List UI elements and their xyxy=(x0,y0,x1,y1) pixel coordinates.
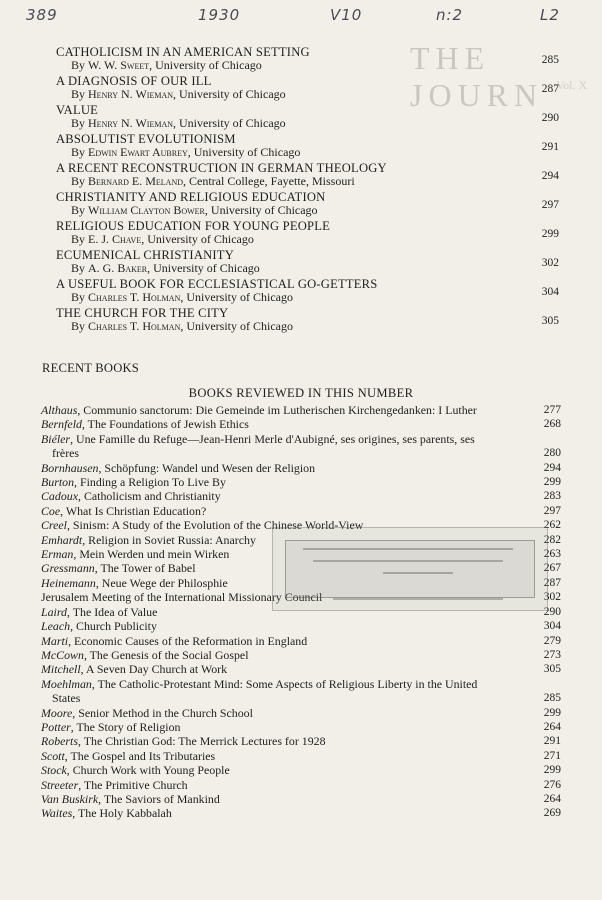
review-author: Bornhausen xyxy=(41,460,99,475)
page-number: 299 xyxy=(543,706,561,719)
review-entry xyxy=(41,417,561,431)
page-number: 285 xyxy=(543,692,561,705)
bleed-through-title: THE JOURN xyxy=(410,40,544,113)
article-title: CHRISTIANITY AND RELIGIOUS EDUCATION xyxy=(56,190,326,204)
review-title: , The Tower of Babel xyxy=(94,561,196,576)
article-title: A RECENT RECONSTRUCTION IN GERMAN THEOLOGY xyxy=(56,161,387,175)
review-author: Althaus xyxy=(41,403,78,417)
review-title: , Senior Method in the Church School xyxy=(72,705,253,720)
byline-prefix: By xyxy=(71,319,86,333)
review-entry xyxy=(41,763,561,777)
byline-prefix: By xyxy=(71,87,86,101)
page-number: 304 xyxy=(541,286,559,298)
page-number: 294 xyxy=(541,170,559,182)
review-entry xyxy=(41,662,561,676)
review-title: , The Foundations of Jewish Ethics xyxy=(81,417,249,432)
author-affiliation: , University of Chicago xyxy=(141,232,254,246)
review-author: Creel xyxy=(41,518,67,533)
author-name: William Clayton Bower xyxy=(88,203,205,217)
page-number: 305 xyxy=(543,663,561,676)
article-byline xyxy=(56,320,546,333)
review-title: , The Gospel and Its Tributaries xyxy=(64,748,216,763)
article-byline xyxy=(56,117,546,130)
stamp-text-line xyxy=(303,548,513,550)
review-entry xyxy=(41,634,561,648)
review-title: , Church Work with Young People xyxy=(66,763,230,778)
author-affiliation: , University of Chicago xyxy=(204,203,318,217)
author-affiliation: , University of Chicago xyxy=(149,58,262,72)
review-title: , The Idea of Value xyxy=(67,604,158,619)
page-number: 276 xyxy=(543,778,561,791)
review-entry xyxy=(41,489,561,503)
page-number: 291 xyxy=(541,141,559,153)
page-number: 268 xyxy=(543,418,561,431)
review-title: , What Is Christian Education? xyxy=(60,503,207,518)
review-title: , The Holy Kabbalah xyxy=(72,806,172,821)
author-affiliation: , Central College, Fayette, Missouri xyxy=(183,174,355,188)
review-title: , Neue Wege der Philosphie xyxy=(95,575,228,590)
article-title: RELIGIOUS EDUCATION FOR YOUNG PEOPLE xyxy=(56,219,330,233)
page-number: 297 xyxy=(543,504,561,517)
page-number: 290 xyxy=(541,112,559,124)
review-author: Scott xyxy=(41,748,65,763)
review-author: Coe xyxy=(41,503,61,518)
page-number: 287 xyxy=(543,576,561,589)
review-author: Marti xyxy=(41,633,69,648)
review-title: , Mein Werden und mein Wirken xyxy=(73,547,230,562)
page-number: 264 xyxy=(543,792,561,805)
byline-prefix: By xyxy=(71,290,86,304)
author-name: A. G. Baker xyxy=(88,261,148,275)
article-title: A USEFUL BOOK FOR ECCLESIASTICAL GO-GETTERS xyxy=(56,277,378,291)
review-author: Biéler xyxy=(41,431,71,446)
review-title: , The Saviors of Mankind xyxy=(98,791,220,806)
page-number: 279 xyxy=(543,634,561,647)
review-entry xyxy=(41,504,561,518)
article-title: A DIAGNOSIS OF OUR ILL xyxy=(56,74,212,88)
review-author: McCown xyxy=(41,647,84,662)
page-number: 302 xyxy=(543,591,561,604)
review-entry xyxy=(41,475,561,489)
review-author: Streeter xyxy=(41,777,79,792)
handwritten-mark: 1930 xyxy=(198,6,241,24)
review-title: Jerusalem Meeting of the International Missionary Council xyxy=(41,590,323,605)
review-author: Stock xyxy=(41,763,67,778)
article-byline xyxy=(56,175,546,188)
author-name: Henry N. Wieman xyxy=(88,87,174,101)
article-entry xyxy=(56,277,559,304)
article-entry xyxy=(56,45,559,72)
review-entry xyxy=(41,706,561,720)
article-entry xyxy=(56,306,559,333)
review-title: , Catholicism and Christianity xyxy=(78,489,221,504)
review-entry xyxy=(41,677,561,706)
article-title: VALUE xyxy=(56,103,99,117)
article-entry xyxy=(56,248,559,275)
handwritten-mark: V10 xyxy=(330,6,363,24)
review-entry xyxy=(41,806,561,820)
review-author: Emhardt xyxy=(41,532,83,547)
author-affiliation: , University of Chicago xyxy=(147,261,260,275)
author-name: Henry N. Wieman xyxy=(88,116,174,130)
review-author: Leach xyxy=(41,619,71,634)
review-title: , Economic Causes of the Reformation in England xyxy=(68,633,308,648)
article-title: ABSOLUTIST EVOLUTIONISM xyxy=(56,132,236,146)
review-entry xyxy=(41,648,561,662)
author-name: Charles T. Holman xyxy=(88,290,181,304)
review-author: Heinemann xyxy=(41,575,96,590)
page-number: 285 xyxy=(541,54,559,66)
page-number: 264 xyxy=(543,720,561,733)
recent-books-label: RECENT BOOKS xyxy=(42,361,139,375)
page-number: 305 xyxy=(541,315,559,327)
review-author: Moehlman xyxy=(41,676,92,691)
review-entry xyxy=(41,778,561,792)
author-name: Charles T. Holman xyxy=(88,319,181,333)
article-entry xyxy=(56,74,559,101)
page-number: 282 xyxy=(543,533,561,546)
review-entry xyxy=(41,749,561,763)
stamp-text-line xyxy=(333,598,503,600)
review-author: Laird xyxy=(41,604,67,619)
review-title: , The Genesis of the Social Gospel xyxy=(83,647,249,662)
page-number: 297 xyxy=(541,199,559,211)
review-title: , A Seven Day Church at Work xyxy=(80,662,228,677)
article-title: ECUMENICAL CHRISTIANITY xyxy=(56,248,234,262)
review-entry xyxy=(41,619,561,633)
author-affiliation: , University of Chicago xyxy=(173,116,286,130)
author-affiliation: , University of Chicago xyxy=(180,319,294,333)
author-name: Edwin Ewart Aubrey xyxy=(88,145,188,159)
review-entry xyxy=(41,432,561,461)
author-affiliation: , University of Chicago xyxy=(187,145,301,159)
review-author: Gressmann xyxy=(41,561,95,576)
author-affiliation: , University of Chicago xyxy=(180,290,294,304)
library-stamp xyxy=(272,527,548,611)
page-number: 277 xyxy=(543,404,561,416)
review-title: , The Story of Religion xyxy=(70,719,181,734)
page-number: 262 xyxy=(543,519,561,532)
byline-prefix: By xyxy=(71,203,86,217)
page-number: 291 xyxy=(543,735,561,748)
stamp-text-line xyxy=(313,560,503,562)
byline-prefix: By xyxy=(71,232,86,246)
article-entry xyxy=(56,190,559,217)
review-title: , Schöpfung: Wandel und Wesen der Religion xyxy=(98,460,316,475)
review-title: , The Catholic-Protestant Mind: Some Aspects of Religious Liberty in the United xyxy=(91,676,478,691)
stamp-text-line xyxy=(383,572,453,574)
article-byline xyxy=(56,59,546,72)
page-number: 294 xyxy=(543,461,561,474)
page-number: 299 xyxy=(541,228,559,240)
review-title-continued: States xyxy=(52,691,81,706)
review-title: , Religion in Soviet Russia: Anarchy xyxy=(82,532,256,547)
review-author: Bernfeld xyxy=(41,417,82,432)
review-author: Potter xyxy=(41,719,71,734)
byline-prefix: By xyxy=(71,174,86,188)
article-title: CATHOLICISM IN AN AMERICAN SETTING xyxy=(56,45,310,59)
byline-prefix: By xyxy=(71,145,86,159)
article-byline xyxy=(56,291,546,304)
article-entry xyxy=(56,161,559,188)
handwritten-mark: n:2 xyxy=(436,6,464,24)
review-entry xyxy=(41,734,561,748)
page-number: 269 xyxy=(543,807,561,820)
article-byline xyxy=(56,88,546,101)
author-name: W. W. Sweet xyxy=(88,58,150,72)
page-number: 271 xyxy=(543,749,561,762)
page-number: 299 xyxy=(543,476,561,489)
article-entry xyxy=(56,103,559,130)
page-number: 299 xyxy=(543,764,561,777)
review-author: Van Buskirk xyxy=(41,791,99,806)
author-name: Bernard E. Meland xyxy=(88,174,184,188)
article-entry xyxy=(56,219,559,246)
review-title: , Sinism: A Study of the Evolution of the Chinese World-View xyxy=(66,518,364,533)
review-entry xyxy=(41,792,561,806)
page-number: 302 xyxy=(541,257,559,269)
page-number: 280 xyxy=(543,447,561,460)
review-title: , The Primitive Church xyxy=(78,777,188,792)
article-byline xyxy=(56,262,546,275)
author-affiliation: , University of Chicago xyxy=(173,87,286,101)
review-title: , Finding a Religion To Live By xyxy=(74,475,226,490)
review-title: , The Christian God: The Merrick Lectures for 1928 xyxy=(78,734,326,749)
article-byline xyxy=(56,204,546,217)
books-reviewed-heading: BOOKS REVIEWED IN THIS NUMBER xyxy=(188,386,414,400)
review-entry xyxy=(41,720,561,734)
byline-prefix: By xyxy=(71,261,86,275)
page-number: 283 xyxy=(543,490,561,503)
review-author: Cadoux xyxy=(41,489,78,504)
article-byline xyxy=(56,233,546,246)
page-number: 287 xyxy=(541,83,559,95)
review-title: , Church Publicity xyxy=(70,619,157,634)
article-entry xyxy=(56,132,559,159)
review-entry xyxy=(41,461,561,475)
review-title: , Une Famille du Refuge—Jean-Henri Merle d'Aubigné, ses origines, ses parents, ses xyxy=(70,431,475,446)
review-title-continued: frères xyxy=(52,446,80,461)
byline-prefix: By xyxy=(71,58,86,72)
byline-prefix: By xyxy=(71,116,86,130)
article-byline xyxy=(56,146,546,159)
page-number: 304 xyxy=(543,620,561,633)
review-entry xyxy=(41,403,561,417)
bleed-through-volume: Vol. X xyxy=(556,78,588,92)
review-author: Moore xyxy=(41,705,73,720)
books-reviewed-list xyxy=(41,403,561,821)
page-number: 273 xyxy=(543,648,561,661)
handwritten-mark: 389 xyxy=(26,6,58,24)
page-number: 290 xyxy=(543,605,561,618)
review-author: Roberts xyxy=(41,734,78,749)
review-title: , Communio sanctorum: Die Gemeinde im Lutherischen Kirchengedanken: I Luther xyxy=(77,403,477,417)
handwritten-mark: L2 xyxy=(540,6,560,24)
review-author: Burton xyxy=(41,475,75,490)
review-author: Erman xyxy=(41,547,74,562)
article-title: THE CHURCH FOR THE CITY xyxy=(56,306,229,320)
page-number: 263 xyxy=(543,548,561,561)
author-name: E. J. Chave xyxy=(88,232,142,246)
article-contents-list xyxy=(56,45,559,335)
page-number: 267 xyxy=(543,562,561,575)
review-author: Waites xyxy=(41,806,73,821)
review-author: Mitchell xyxy=(41,662,81,677)
